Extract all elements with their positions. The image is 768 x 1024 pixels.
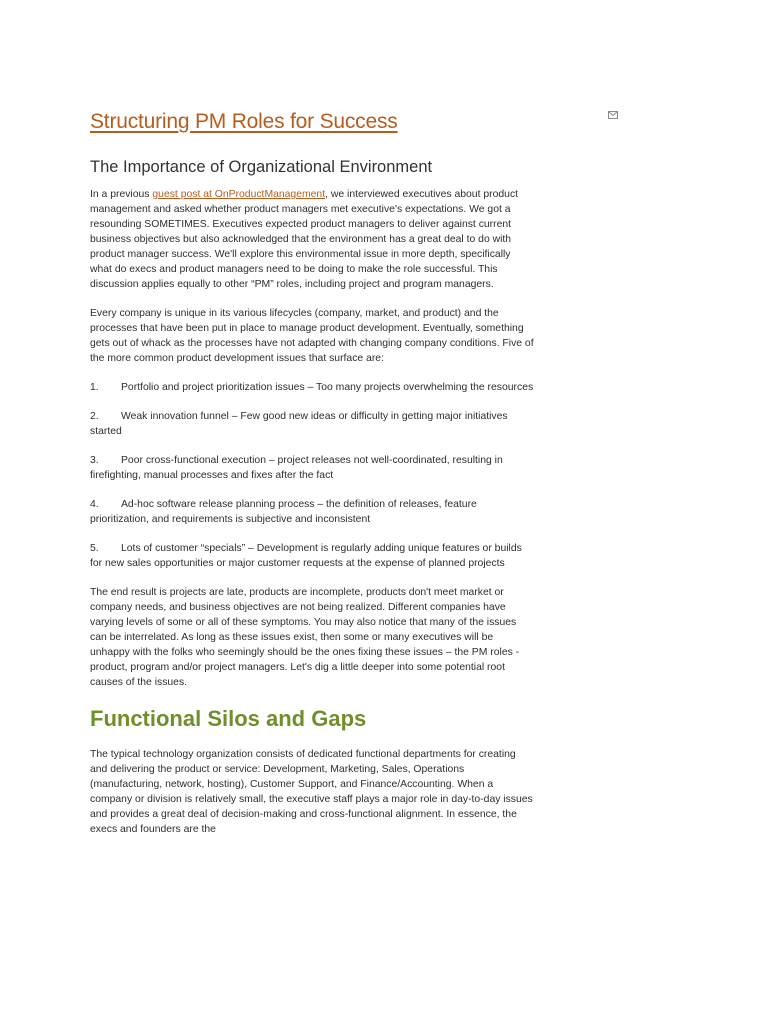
list-item-number: 1.	[90, 382, 99, 393]
list-item	[90, 497, 535, 527]
article-title[interactable]: Structuring PM Roles for Success	[90, 110, 398, 133]
list-item-text: Portfolio and project prioritization issues – Too many projects overwhelming the resources	[121, 382, 534, 393]
list-item-text: Ad-hoc software release planning process – the definition of releases, feature prioritization, and requirements is subjective and inconsistent	[90, 499, 477, 525]
envelope-icon[interactable]	[608, 111, 618, 119]
intro-paragraph	[90, 187, 535, 292]
list-item	[90, 380, 535, 395]
intro-text-start: In a previous	[90, 189, 153, 200]
list-item	[90, 409, 535, 439]
list-item-number: 3.	[90, 455, 99, 466]
article-body	[90, 187, 535, 851]
list-item-text: Weak innovation funnel – Few good new ideas or difficulty in getting major initiatives started	[90, 411, 508, 437]
body-paragraph: Every company is unique in its various lifecycles (company, market, and product) and the processes that have been put in place to manage product development. Eventually, something gets out of whack as the processes have not adapted with changing company conditions. Five of the more common product development issues that surface are:	[90, 308, 534, 364]
list-item-text: Lots of customer “specials” – Development is regularly adding unique features or builds for new sales opportunities or major customer requests at the expense of planned projects	[90, 543, 522, 569]
list-item-number: 5.	[90, 543, 99, 554]
body-paragraph: The end result is projects are late, products are incomplete, products don't meet market or company needs, and business objectives are not being realized. Different companies have varying levels of some or all of these symptoms. You may also notice that many of the issues can be interrelated. As long as these issues exist, then some or many executives will be unhappy with the folks who seemingly should be the ones fixing these issues – the PM roles - product, program and/or project managers. Let's dig a little deeper into some potential root causes of the issues.	[90, 587, 520, 688]
list-item	[90, 541, 535, 571]
section-heading: Functional Silos and Gaps	[90, 706, 367, 731]
list-item-number: 4.	[90, 499, 99, 510]
article-subtitle: The Importance of Organizational Environment	[90, 158, 433, 176]
intro-text-rest: , we interviewed executives about product management and asked whether product managers met executive's expectations. We got a resounding SOMETIMES. Executives expected product managers to deliver against current business objectives but also acknowledged that the environment has a great deal to do with product manager success. We'll explore this environmental issue in more depth, specifically what do execs and product managers need to be doing to make the role successful. This discussion applies equally to other “PM” roles, including project and program managers.	[90, 189, 519, 290]
guest-post-link[interactable]: guest post at OnProductManagement	[152, 189, 326, 200]
body-paragraph: The typical technology organization consists of dedicated functional departments for creating and delivering the product or service: Development, Marketing, Sales, Operations (manufacturing, network, hosting), Customer Support, and Finance/Accounting. When a company or division is relatively small, the executive staff plays a major role in day-to-day issues and provides a great deal of decision-making and cross-functional alignment. In essence, the execs and founders are the	[90, 749, 533, 835]
list-item	[90, 453, 535, 483]
list-item-number: 2.	[90, 411, 99, 422]
list-item-text: Poor cross-functional execution – project releases not well-coordinated, resulting in firefighting, manual processes and fixes after the fact	[90, 455, 503, 481]
